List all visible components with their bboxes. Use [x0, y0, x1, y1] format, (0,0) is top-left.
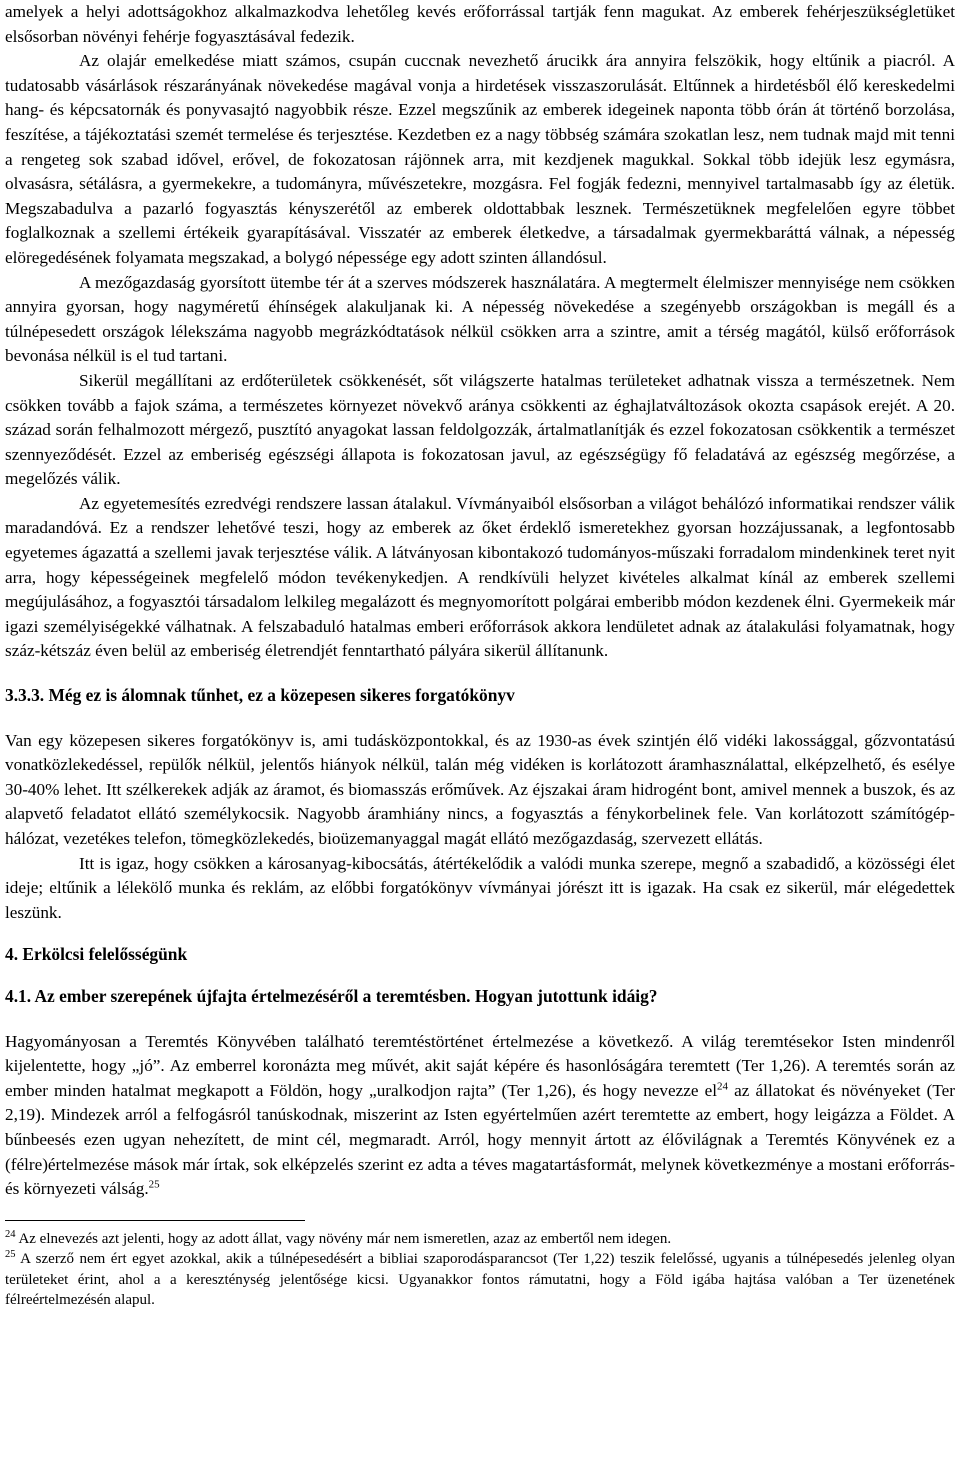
footnote-gap — [5, 1221, 955, 1229]
footnote-gap — [5, 1202, 955, 1220]
section-heading-4: 4. Erkölcsi felelősségünk — [5, 944, 188, 965]
paragraph-8 — [5, 1030, 955, 1202]
section-gap — [5, 708, 955, 729]
section-gap — [5, 1009, 955, 1030]
paragraph-3: A mezőgazdaság gyorsított ütembe tér át a szerves módszerek használatára. A megtermelt élelmiszer mennyisége nem csökken annyira gyorsan, hogy nagyméretű éhínségek alakuljanak ki. A népesség növekedése a szegényebb országokban is megáll és a túlnépesedett országok lélekszáma nagyobb megrázkódtatások nélkül csökken arra a szintre, amit a térség magától, külső erőforrások bevonása nélkül is el tud tartani. — [5, 272, 955, 366]
paragraph-6: Van egy közepesen sikeres forgatókönyv is, ami tudásközpontokkal, és az 1930-as évek szintjén élő vidéki lakossággal, gőzvontatású vonatközlekedéssel, repülők nélkül, jelentős hiányok nélkül, talán még vidéken is korlátozott áramhasználattal, elképzelhető, és esélye 30-40% lehet. Itt szélkerekek adják az áramot, és biomasszás erőművek. Az éjszakai áram hidrogént bont, amivel mennek a buszok, és az alapvető feladatot ellátó személykocsik. Nagyobb áramhiány nincs, a fogyasztás a fénykorbelinek fele. Van korlátozott számítógép-hálózat, vezetékes telefon, tömegközlekedés, bioüzemanyaggal magát ellátó mezőgazdaság, szervezett ellátás. — [5, 730, 955, 848]
footnote-ref-24[interactable]: 24 — [717, 1080, 729, 1093]
section-heading-3-3-3: 3.3.3. Még ez is álomnak tűnhet, ez a közepesen sikeres forgatókönyv — [5, 685, 515, 706]
footnote-25 — [5, 1249, 955, 1310]
footnote-24 — [5, 1229, 955, 1249]
paragraph-8-part-1: Hagyományosan a Teremtés Könyvében található teremtéstörténet értelmezése a következő. A világ teremtésekor Isten mindenről kijelentette, hogy „jó”. Az emberrel koronázta meg művét, akit saját képére és hasonlóságára teremtett (Ter 1,26). A teremtés során az ember minden hatalmat megkapott a Földön, hogy „uralkodjon rajta” (Ter 1,26), és hogy nevezze el — [5, 1031, 955, 1100]
paragraph-2: Az olajár emelkedése miatt számos, csupán cuccnak nevezhető árucikk ára annyira felszökik, hogy eltűnik a piacról. A tudatosabb vásárlások részarányának növekedése magával vonja a hirdetések visszaszorulását. Eltűnnek a hirdetésből élő kereskedelmi hang- és képcsatornák és ponyvasajtó nagyobbik része. Ezzel megszűnik az emberek idegeinek naponta több órán át történő borzolása, feszítése, a tájékoztatási szemét termelése és terjesztése. Kezdetben ez a nagy többség számára szokatlan lesz, nem tudnak majd mit tenni a rengeteg sok szabad idővel, erővel, de fokozatosan rájönnek arra, mit kezdjenek magukkal. Sokkal több idejük lesz egymásra, olvasásra, sétálásra, a gyermekekre, a tudományra, művészetekre, mozgásra. Fel fogják fedezni, mennyivel tartalmasabb így az életük. Megszabadulva a pazarló fogyasztás kényszerétől az emberek oldottabbak lesznek. Természetüknek megfelelően egyre többet foglalkoznak a szellemi értékeik gyarapításával. Visszatér az emberek életkedve, a társadalmak gyermekbaráttá válnak, a népesség elöregedésének folyamata megszakad, a bolygó népessége egy adott szinten állandósul. — [5, 51, 955, 267]
paragraph-4: Sikerül megállítani az erdőterületek csökkenését, sőt világszerte hatalmas területeket adhatnak vissza a természetnek. Nem csökken tovább a fajok száma, a természetes környezet növekvő aránya csökkenti az éghajlatváltozások okozta csapások erejét. A 20. század során felhalmozott mérgező, pusztító anyagokat lassan feldolgozzák, ártalmatlanítják és ezzel fokozatosan csökkentik a természet szennyeződését. Ezzel az emberiség egészségi állapota is fokozatosan javul, az egészségügy fő feladatává az egészség megőrzése, a megelőzés válik. — [5, 370, 955, 489]
paragraph-1: amelyek a helyi adottságokhoz alkalmazkodva lehetőleg kevés erőforrással tartják fenn magukat. Az emberek fehérjeszükségletüket elsősorban növényi fehérje fogyasztásával fedezik. — [5, 2, 955, 46]
footnote-25-text: A szerző nem ért egyet azokkal, akik a túlnépesedésért a bibliai szaporodásparancsot (Ter 1,22) teszik felelőssé, ugyanis a túlnépesedés jelenleg olyan területeket érint, ahol a a kereszténység jelentősége kicsi. Ugyanakkor fontos rámutatni, hogy a Föld igába hajtása valóban a Ter üzenetének félreértelmezésén alapul. — [5, 1251, 955, 1308]
footnote-24-text: Az elnevezés azt jelenti, hogy az adott állat, vagy növény már nem ismeretlen, azaz az embertől nem idegen. — [18, 1230, 672, 1247]
footnote-number-25: 25 — [5, 1249, 16, 1261]
paragraph-8-part-2: az állatokat és növényeket (Ter 2,19). Mindezek arról a felfogásról tanúskodnak, miszerint az Isten egyértelműen azért teremtette az embert, hogy leigázza a Földet. A bűnbeesés ezen ugyan nehezített, de mint cél, megmaradt. Arról, hogy mennyit ártott az élővilágnak a Teremtés Könyvének ez a (félre)értelmezése mások már írtak, sok elképzelés szerint ez adta a téves magatartásformát, melynek következménye a mostani erőforrás- és környezeti válság. — [5, 1080, 955, 1199]
footnote-ref-25[interactable]: 25 — [148, 1178, 160, 1191]
section-gap — [5, 925, 955, 942]
section-gap — [5, 664, 955, 683]
paragraph-5: Az egyetemesítés ezredvégi rendszere lassan átalakul. Vívmányaiból elsősorban a világot behálózó informatikai rendszer válik maradandóvá. Ez a rendszer lehetővé teszi, hogy az emberek az őket érdeklő ismeretekhez gyorsan hozzájussanak, a legfontosabb egyetemes ágazattá a szellemi javak terjesztése válik. A látványosan kibontakozó tudományos-műszaki forradalom mindenkinek teret nyit arra, hogy képességeinek megfelelő módon tevékenykedjen. A rendkívüli helyzet kivételes alkalmat kínál az emberek szellemi megújulásához, a fogyasztói társadalom lelkileg megalázott és megnyomorított polgárai emberibb módon kezdenek élni. Gyermekeik már igazi személyiségekké válhatnak. A felszabaduló hatalmas emberi erőforrások akkora lendületet adnak az átalakulási folyamatnak, hogy száz-kétszáz éven belül az emberiség életrendjét fenntartható pályára sikerül állítanunk. — [5, 493, 955, 661]
section-gap — [5, 967, 955, 984]
paragraph-7: Itt is igaz, hogy csökken a károsanyag-kibocsátás, átértékelődik a valódi munka szerepe, megnő a szabadidő, a közösségi élet ideje; eltűnik a lélekölő munka és reklám, az előbbi forgatókönyv vívmányai jórészt itt is igazak. Ha csak ez sikerül, már elégedettek leszünk. — [5, 853, 955, 922]
document-page — [5, 0, 955, 1310]
footnote-number-24: 24 — [5, 1228, 16, 1240]
section-heading-4-1: 4.1. Az ember szerepének újfajta értelmezéséről a teremtésben. Hogyan jutottunk idáig? — [5, 985, 658, 1006]
